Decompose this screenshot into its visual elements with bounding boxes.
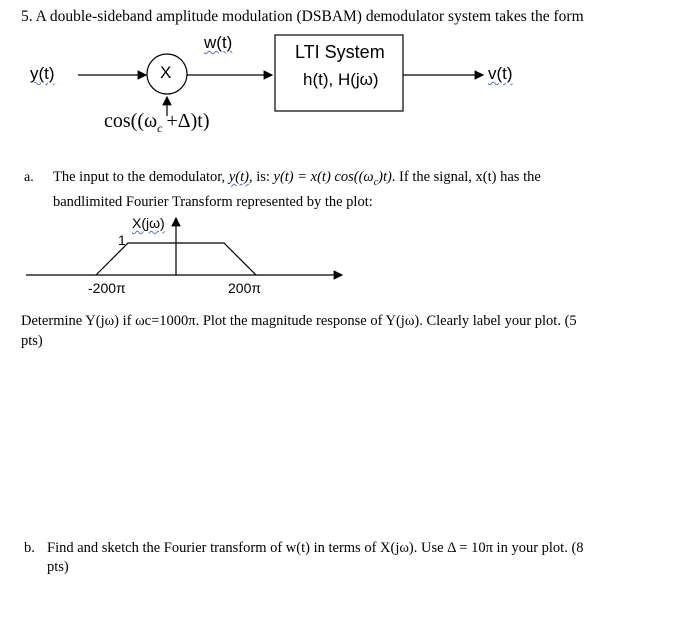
part-a-eq: y(t) = x(t) cos((ω [273,169,374,185]
part-a-marker: a. [24,170,34,185]
part-a-line1 [53,169,541,188]
part-b-line1: Find and sketch the Fourier transform of w(t) in terms of X(jω). Use Δ = 10π in your plot. (8 [47,540,584,556]
plot-peak-label: 1 [118,232,126,248]
part-a-mid: , is: [248,169,274,185]
part-b-marker: b. [24,540,35,556]
part-a-var: y(t) [228,169,249,185]
multiplier-symbol: X [160,63,172,82]
part-b-line2: pts) [47,559,69,575]
carrier-tail: +Δ)t) [166,110,210,132]
carrier-text: cos((ω [104,110,158,132]
determine-line2: pts) [21,333,43,349]
problem-title: 5. A double-sideband amplitude modulation (DSBAM) demodulator system takes the form [21,8,584,25]
carrier-label [104,110,210,136]
plot-left-tick: -200π [88,280,126,296]
input-label: y(t) [30,64,55,83]
part-a-line2: bandlimited Fourier Transform represented by the plot: [53,194,373,210]
carrier-sub: c [157,121,163,135]
determine-line1: Determine Y(jω) if ωc=1000π. Plot the magnitude response of Y(jω). Clearly label your plot. (5 [21,313,577,329]
part-a-eq-tail: )t) [378,169,392,185]
w-label: w(t) [204,33,233,52]
plot-y-label: X(jω) [132,215,165,231]
lti-subtitle: h(t), H(jω) [303,70,379,89]
lti-title: LTI System [295,42,385,62]
part-a-eq-sub: c [373,176,379,188]
part-a-pre: The input to the demodulator, [53,169,229,185]
plot-right-tick: 200π [228,280,262,296]
output-label: v(t) [488,64,513,83]
part-a-post: . If the signal, x(t) has the [391,169,541,185]
